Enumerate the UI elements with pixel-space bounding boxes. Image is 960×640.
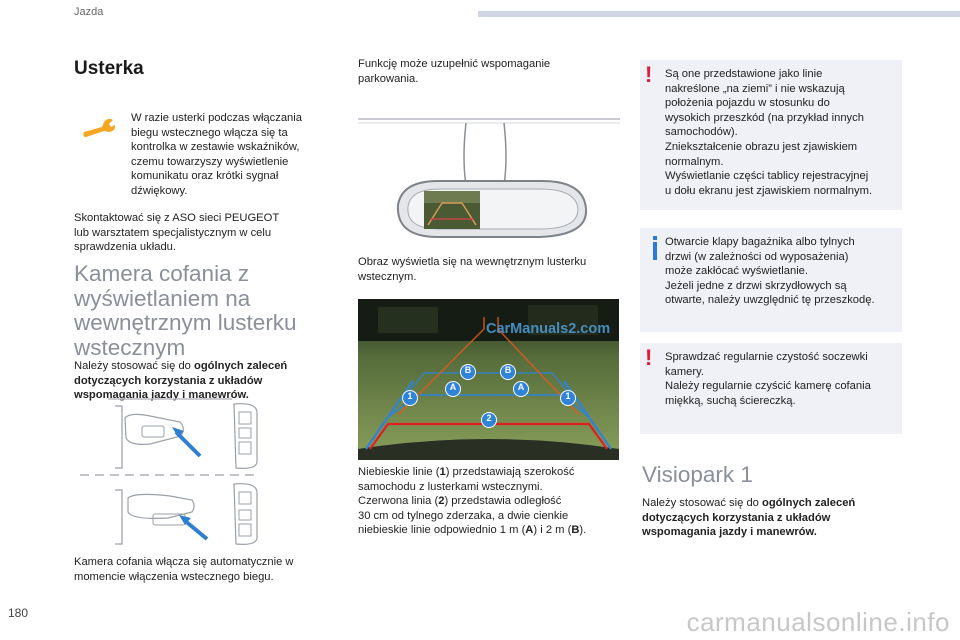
text-span: ) i 2 m ( [533,524,572,537]
text-line: położenia pojazdu w stosunku do [665,97,830,110]
text-line: momencie włączenia wstecznego biegu. [74,570,274,583]
warning-note-lens [640,343,902,434]
ref-letter: A [525,524,534,537]
guide-label-1-right: 1 [565,391,571,401]
ref-number: 2 [438,495,445,508]
camera-watermark: CarManuals2.com [486,321,611,337]
title-line: wewnętrznym lusterku [74,310,297,335]
guide-label-a-right: A [517,382,525,392]
note-text [665,350,901,408]
title-line: Kamera cofania z [74,261,250,286]
intro-paragraph [358,57,618,86]
text-line: Należy regularnie czyścić kamerę cofania [665,380,871,393]
ref-number: 1 [439,466,446,478]
guide-legend [358,465,620,538]
wrench-icon [82,118,116,145]
reference-link: wspomagania jazdy i manewrów. [74,389,249,402]
page-number: 180 [8,606,29,620]
text-span: ) przedstawiają szerokość [445,466,575,478]
info-icon [653,236,657,240]
visiopark-reference [642,496,904,540]
camera-view-image [358,299,619,460]
text-span: Należy stosować się do [642,497,763,509]
info-icon-bar [653,242,657,260]
warning-note-display [640,60,902,210]
text-line: biegu wstecznego włącza się ta [131,126,288,139]
text-line: Sprawdzać regularnie czystość soczewki [665,351,868,363]
text-line: dźwiękowy. [131,184,188,197]
text-line: normalnym. [665,155,724,168]
guide-label-a-left: A [449,382,457,392]
text-line: kontrolka w zestawie wskaźników, [131,141,300,154]
text-line: wstecznym. [358,270,417,283]
info-note-tailgate [640,228,902,332]
text-line: Obraz wyświetla się na wewnętrznym lusterku [358,256,587,268]
text-line: komunikatu oraz krótki sygnał [131,170,279,183]
warning-icon: ! [645,62,653,87]
text-line: W razie usterki podczas włączania [131,112,302,124]
note-text [665,67,901,198]
camera-reference [74,359,344,403]
text-line: nakreślone „na ziemi” i nie wskazują [665,82,845,95]
fault-description [131,111,331,199]
activation-paragraph [74,555,344,584]
text-line: Zniekształcenie obrazu jest zjawiskiem [665,140,858,153]
site-watermark: carmanualsonline.info [686,607,950,637]
title-line: wyświetlaniem na [74,285,251,311]
guide-label-b-left: B [464,365,472,375]
text-line: drzwi (w zależności od wyposażenia) [665,250,849,263]
vehicle-rear-illustration [80,398,340,553]
text-line: lub warsztatem specjalistycznym w celu [74,226,272,239]
text-line: sprawdzenia układu. [74,241,176,254]
text-span: ) przedstawia odległość [444,495,562,508]
reference-link: ogólnych zaleceń [762,497,856,509]
text-line: Kamera cofania włącza się automatycznie w [74,556,294,568]
reference-link: wspomagania jazdy i manewrów. [642,526,817,539]
fault-title: Usterka [74,58,144,79]
guide-label-2: 2 [486,413,492,423]
section-header: Jazda [74,6,104,18]
warning-icon: ! [645,345,653,370]
mirror-illustration [358,97,620,250]
text-span: Czerwona linia ( [358,495,439,508]
text-line: czemu towarzyszy wyświetlenie [131,155,289,168]
reference-link: dotyczących korzystania z układów [642,511,831,524]
reference-link: ogólnych zaleceń [194,360,288,372]
header-bar [478,11,960,17]
text-line: samochodów). [665,126,738,139]
text-line: Jeżeli jedne z drzwi skrzydłowych są [665,279,847,292]
reference-link: dotyczących korzystania z układów [74,374,263,387]
text-line: 30 cm od tylnego zderzaka, a dwie cienkie [358,509,569,522]
title-line: wstecznym [74,334,186,360]
guide-label-1-left: 1 [407,391,413,401]
text-line: kamery. [665,365,704,378]
text-span: Należy stosować się do [74,360,195,372]
text-line: parkowania. [358,72,419,85]
text-span: niebieskie linie odpowiednio 1 m ( [358,524,526,537]
text-line: Otwarcie klapy bagażnika albo tylnych [665,236,855,248]
text-line: Wyświetlanie części tablicy rejestracyjnej [665,170,869,183]
mirror-caption [358,255,618,284]
contact-paragraph [74,211,334,255]
note-text [665,235,901,308]
text-line: Skontaktować się z ASO sieci PEUGEOT [74,212,280,224]
text-line: Funkcję może uzupełnić wspomaganie [358,58,551,70]
ref-letter: B [571,524,580,537]
text-line: Są one przedstawione jako linie [665,68,823,80]
text-line: u dołu ekranu jest zjawiskiem normalnym. [665,184,873,197]
visiopark-title: Visiopark 1 [642,462,753,487]
text-line: miękką, suchą ściereczką. [665,394,796,407]
text-line: samochodu z lusterkami wstecznymi. [358,480,543,493]
camera-section-title [74,262,344,360]
text-line: wysokich przeszkód (na przykład innych [665,111,864,124]
text-line: otwarte, należy uwzględnić tę przeszkodę. [665,294,875,307]
guide-label-b-right: B [504,365,512,375]
text-span: Niebieskie linie ( [358,466,440,478]
text-span: ). [579,524,587,537]
text-line: może zakłócać wyświetlanie. [665,265,809,278]
